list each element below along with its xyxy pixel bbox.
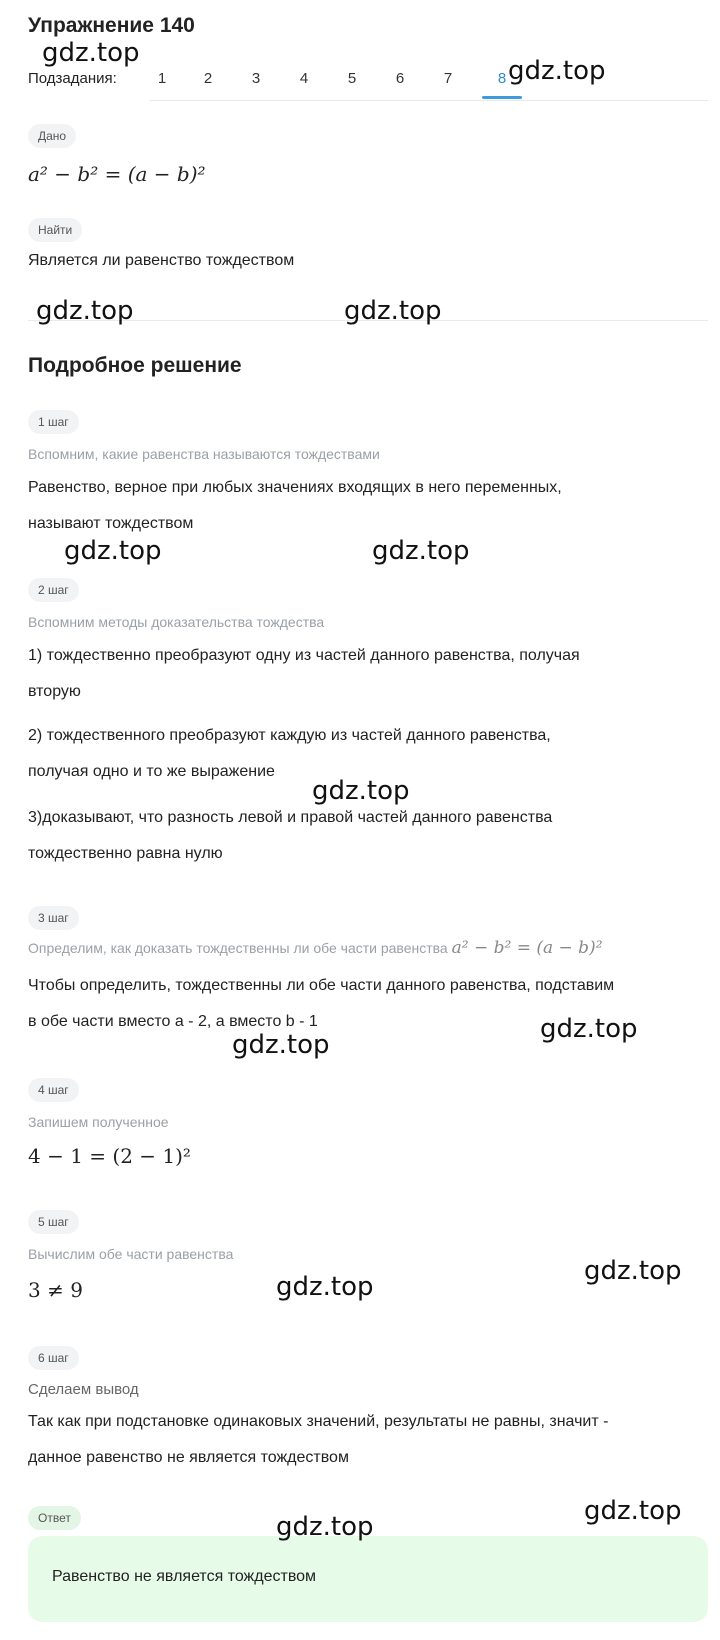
watermark: gdz.top — [36, 296, 134, 326]
step-3-caption-formula: a² − b² = (a − b)² — [451, 938, 603, 958]
step-2-caption: Вспомним методы доказательства тождества — [28, 614, 325, 630]
step-6-label: 6 шаг — [28, 1346, 79, 1370]
watermark: gdz.top — [42, 38, 140, 68]
step-5-formula: 3 ≠ 9 — [28, 1278, 83, 1302]
subtasks-label: Подзадания: — [28, 70, 117, 87]
step-2-label: 2 шаг — [28, 578, 79, 602]
watermark: gdz.top — [232, 1030, 330, 1060]
watermark: gdz.top — [584, 1256, 682, 1286]
answer-box — [28, 1536, 708, 1622]
subtask-tab-5[interactable]: 5 — [347, 70, 357, 87]
step-1-line-1: Равенство, верное при любых значениях входящих в него переменных, — [28, 479, 562, 496]
step-4-label: 4 шаг — [28, 1078, 79, 1102]
step-1-caption: Вспомним, какие равенства называются тождествами — [28, 446, 380, 462]
subtask-tab-7[interactable]: 7 — [443, 70, 453, 87]
given-label: Дано — [28, 124, 76, 148]
answer-text: Равенство не является тождеством — [52, 1568, 317, 1585]
watermark: gdz.top — [64, 536, 162, 566]
find-label: Найти — [28, 218, 82, 242]
watermark: gdz.top — [540, 1014, 638, 1044]
step-2-line-1: 1) тождественно преобразуют одну из частей данного равенства, получая — [28, 647, 580, 664]
step-3-caption-row — [28, 938, 603, 958]
subtask-tab-8[interactable]: 8 — [497, 70, 507, 87]
step-6-line-1: Так как при подстановке одинаковых значений, результаты не равны, значит - — [28, 1413, 609, 1430]
given-formula-text: a² − b² = (a − b)² — [28, 162, 206, 186]
subtask-tab-3[interactable]: 3 — [251, 70, 261, 87]
step-5-caption: Вычислим обе части равенства — [28, 1246, 234, 1262]
step-3-caption: Определим, как доказать тождественны ли обе части равенства — [28, 940, 448, 956]
given-formula — [28, 162, 206, 186]
step-6-line-2: данное равенство не является тождеством — [28, 1449, 349, 1466]
active-tab-indicator — [482, 96, 522, 99]
step-5-label: 5 шаг — [28, 1210, 79, 1234]
watermark: gdz.top — [508, 56, 606, 86]
step-3-line-2: в обе части вместо a - 2, а вместо b - 1 — [28, 1013, 318, 1030]
answer-label: Ответ — [28, 1506, 81, 1530]
step-2-line-6: тождественно равна нулю — [28, 845, 223, 862]
subtask-tab-2[interactable]: 2 — [203, 70, 213, 87]
step-2-line-5: 3)доказывают, что разность левой и правой частей данного равенства — [28, 809, 553, 826]
step-6-caption: Сделаем вывод — [28, 1381, 139, 1398]
subtask-tab-4[interactable]: 4 — [299, 70, 309, 87]
step-2-line-2: вторую — [28, 683, 81, 700]
step-1-label: 1 шаг — [28, 410, 79, 434]
step-4-caption: Запишем полученное — [28, 1114, 169, 1130]
watermark: gdz.top — [344, 296, 442, 326]
step-3-line-1: Чтобы определить, тождественны ли обе части данного равенства, подставим — [28, 977, 615, 994]
subtask-tab-6[interactable]: 6 — [395, 70, 405, 87]
find-text: Является ли равенство тождеством — [28, 252, 295, 269]
step-1-line-2: называют тождеством — [28, 515, 194, 532]
watermark: gdz.top — [276, 1272, 374, 1302]
solution-heading: Подробное решение — [28, 354, 242, 377]
watermark: gdz.top — [276, 1512, 374, 1542]
watermark: gdz.top — [584, 1496, 682, 1526]
subtasks-tabs — [150, 62, 708, 101]
step-3-label: 3 шаг — [28, 906, 79, 930]
page-title: Упражнение 140 — [28, 14, 195, 37]
subtask-tab-1[interactable]: 1 — [157, 70, 167, 87]
step-2-line-4: получая одно и то же выражение — [28, 763, 275, 780]
watermark: gdz.top — [312, 776, 410, 806]
step-2-line-3: 2) тождественного преобразуют каждую из частей данного равенства, — [28, 727, 551, 744]
watermark: gdz.top — [372, 536, 470, 566]
step-4-formula: 4 − 1 = (2 − 1)² — [28, 1144, 191, 1168]
